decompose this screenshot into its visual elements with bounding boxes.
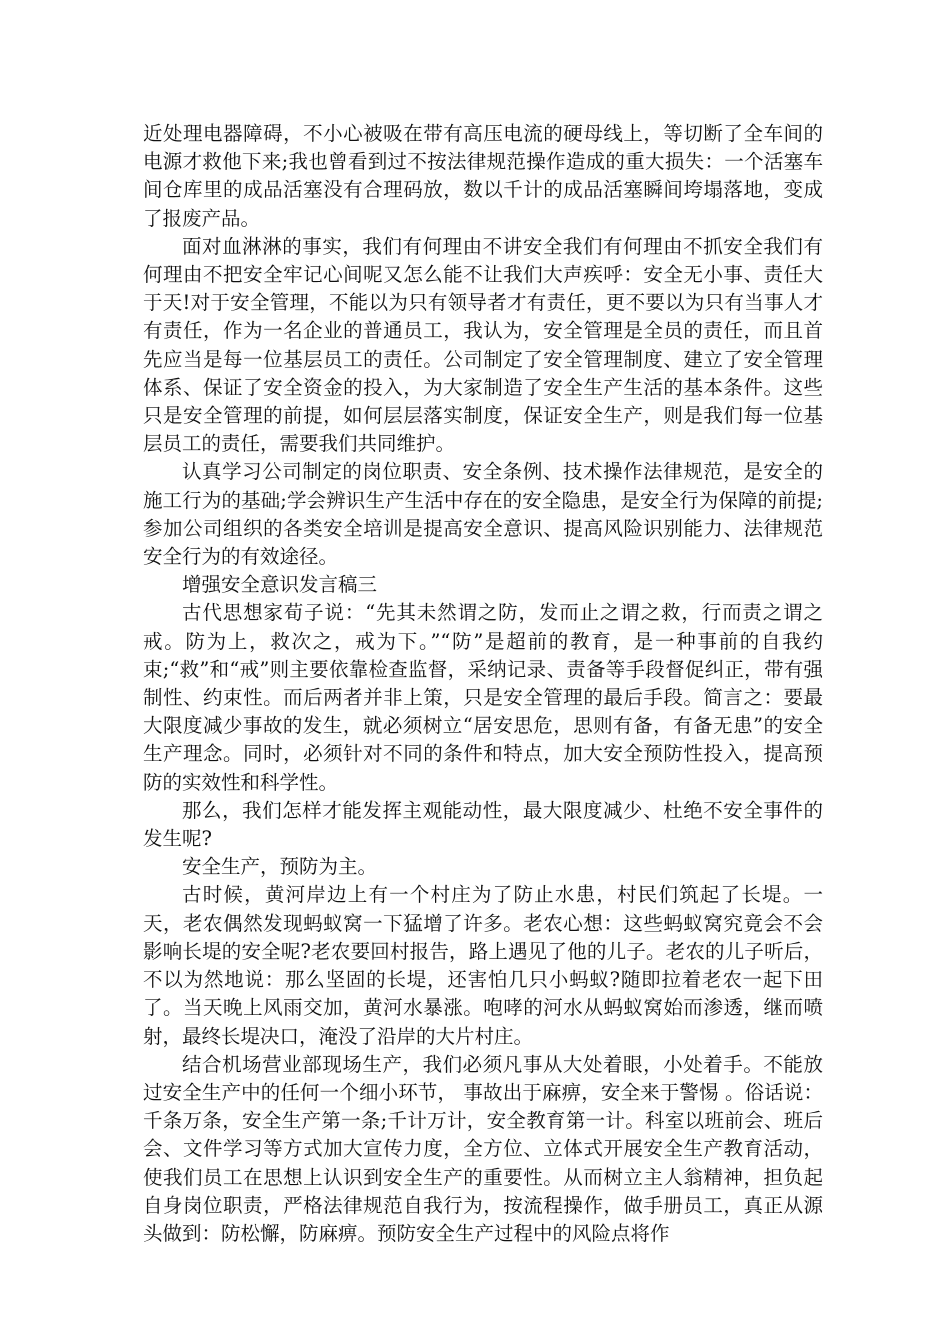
section-heading: 增强安全意识发言稿三 xyxy=(182,573,378,597)
paragraph: 古时候，黄河岸边上有一个村庄为了防止水患，村民们筑起了长堤。一天，老农偶然发现蚂蚁窝一下猛增了许多。老农心想：这些蚂蚁窝究竟会不会影响长堤的安全呢?老农要回村报告，路上遇见了他的儿子。老农的儿子听后，不以为然地说：那么坚固的长堤，还害怕几只小蚂蚁?随即拉着老农一起下田了。当天晚上风雨交加，黄河水暴涨。咆哮的河水从蚂蚁窝始而渗透，继而喷射，最终长堤决口，淹没了沿岸的大片村庄。 xyxy=(143,883,823,1048)
paragraph: 安全生产，预防为主。 xyxy=(182,855,378,879)
paragraph: 面对血淋淋的事实，我们有何理由不讲安全我们有何理由不抓安全我们有何理由不把安全牢记心间呢又怎么能不让我们大声疾呼：安全无小事、责任大于天!对于安全管理，不能以为只有领导者才有责任，更不要以为只有当事人才有责任，作为一名企业的普通员工，我认为，安全管理是全员的责任，而且首先应当是每一位基层员工的责任。公司制定了安全管理制度、建立了安全管理体系、保证了安全资金的投入，为大家制造了安全生产生活的基本条件。这些只是安全管理的前提，如何层层落实制度，保证安全生产，则是我们每一位基层员工的责任，需要我们共同维护。 xyxy=(143,234,823,456)
document-body xyxy=(143,120,823,1248)
paragraph: 那么，我们怎样才能发挥主观能动性，最大限度减少、杜绝不安全事件的发生呢? xyxy=(143,798,823,851)
paragraph: 认真学习公司制定的岗位职责、安全条例、技术操作法律规范，是安全的施工行为的基础;学会辨识生产生活中存在的安全隐患，是安全行为保障的前提;参加公司组织的各类安全培训是提高安全意识、提高风险识别能力、法律规范安全行为的有效途径。 xyxy=(143,460,823,569)
paragraph: 近处理电器障碍，不小心被吸在带有高压电流的硬母线上，等切断了全车间的电源才救他下来;我也曾看到过不按法律规范操作造成的重大损失：一个活塞车间仓库里的成品活塞没有合理码放，数以千计的成品活塞瞬间垮塌落地，变成了报废产品。 xyxy=(143,122,823,230)
paragraph: 古代思想家荀子说：“先其未然谓之防，发而止之谓之救，行而责之谓之戒。防为上，救次之，戒为下。”“防”是超前的教育，是一种事前的自我约束;“救”和“戒”则主要依靠检查监督，采纳记录、责备等手段督促纠正，带有强制性、约束性。而后两者并非上策，只是安全管理的最后手段。简言之：要最大限度减少事故的发生，就必须树立“居安思危，思则有备，有备无患”的安全生产理念。同时，必须针对不同的条件和特点，加大安全预防性投入，提高预防的实效性和科学性。 xyxy=(143,601,823,794)
paragraph: 结合机场营业部现场生产，我们必须凡事从大处着眼，小处着手。不能放过安全生产中的任何一个细小环节， 事故出于麻痹，安全来于警惕 。俗话说：千条万条，安全生产第一条;千计万计，安全教育第一计。科室以班前会、班后会、文件学习等方式加大宣传力度，全方位、立体式开展安全生产教育活动，使我们员工在思想上认识到安全生产的重要性。从而树立主人翁精神，担负起自身岗位职责，严格法律规范自我行为，按流程操作，做手册员工，真正从源头做到：防松懈，防麻痹。预防安全生产过程中的风险点将作 xyxy=(143,1052,823,1245)
